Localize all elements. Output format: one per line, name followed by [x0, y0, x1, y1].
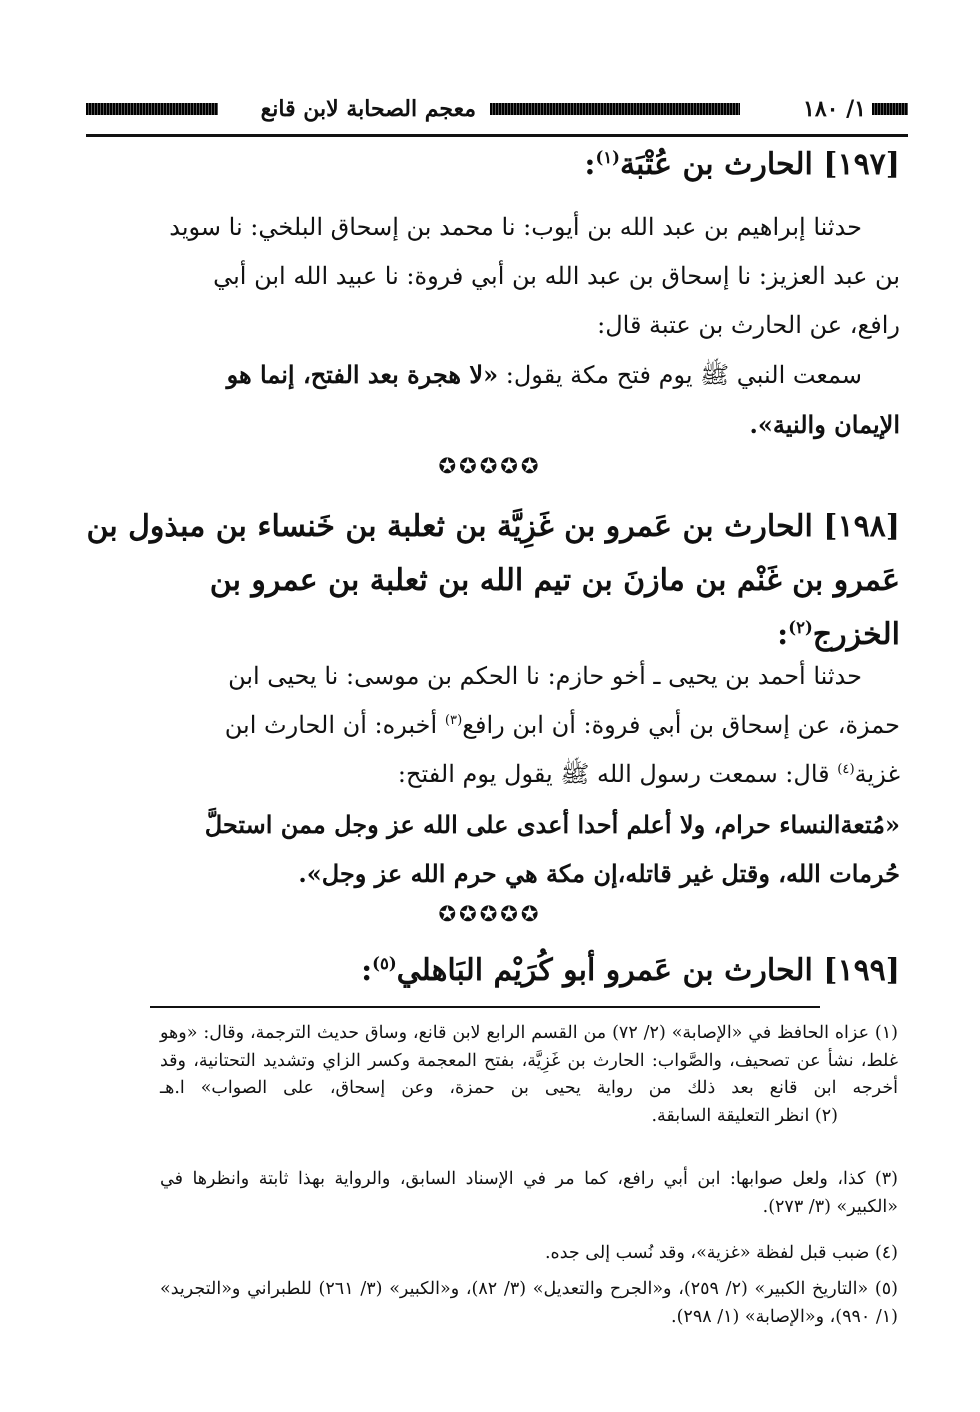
- footnote-mark-2: (٢): [788, 618, 813, 637]
- entry-199-heading: [١٩٩] الحارث بن عَمرو أبو كُرَيْم البَاهلي$^{(٥)}$:: [361, 953, 900, 988]
- book-title: معجم الصحابة لابن قانع: [260, 96, 476, 122]
- entry-198-isnad: حدثنا أحمد بن يحيى ـ أخو حازم: نا الحكم بن موسى: نا يحيى ابن حمزة، عن إسحاق بن أبي فروة: أن ابن رافع$^{(٣)}$ أخبره: أن الحارث ابن غزية$^{(٤)}$ قال: سمعت رسول الله ﷺ يقول يوم الفتح:: [224, 662, 900, 788]
- divider-stars-1: ✪✪✪✪✪: [438, 454, 542, 478]
- footnote-3: (٣) كذا، ولعل صوابها: ابن أبي رافع، كما مر في الإسناد السابق، والرواية بهذا ثابتة وانظرها في «الكبير» (٣/ ٢٧٣).: [160, 1169, 898, 1217]
- header-ornament-middle: [490, 103, 740, 115]
- entry-197-hadith: سمعت النبي ﷺ يوم فتح مكة يقول: «لا هجرة بعد الفتح، إنما هو الإيمان والنية».: [226, 360, 900, 439]
- entry-197-isnad: حدثنا إبراهيم بن عبد الله بن أيوب: نا محمد بن إسحاق البلخي: نا سويد بن عبد العزيز: نا إسحاق بن عبد الله بن أبي فروة: نا عبيد الله ابن أبي رافع، عن الحارث بن عتبة قال:: [169, 213, 900, 339]
- footnote-separator: [150, 1006, 820, 1008]
- footnote-mark-5: (٥): [372, 954, 397, 973]
- header-ornament-left: [86, 103, 218, 115]
- entry-198-matn: «مُتعةالنساء حرام، ولا أعلم أحدا أعدى على الله عز وجل ممن استحلَّ حُرمات الله، وقتل غير قاتله،إن مكة هي حرم الله عز وجل».: [204, 810, 900, 888]
- footnote-mark-4: (٤): [837, 762, 855, 777]
- header-ornament-right: [872, 103, 908, 115]
- footnote-4: (٤) ضبب قبل لفظة «غزية»، وقد نُسب إلى جده.: [544, 1243, 898, 1263]
- entry-198-heading: [١٩٨] الحارث بن عَمرو بن غَزِيَّة بن ثعلبة بن خَنساء بن مبذول بن عَمرو بن غَنْم بن مازنَ بن تيم الله بن ثعلبة بن عمرو بن الخزرج$^{(٢)}$:: [86, 509, 900, 652]
- footnote-mark-3: (٣): [444, 713, 463, 728]
- divider-stars-2: ✪✪✪✪✪: [438, 902, 542, 926]
- footnote-5: (٥) «التاريخ الكبير» (٢/ ٢٥٩)، و«الجرح والتعديل» (٣/ ٨٢)، و«الكبير» (٣/ ٢٦١) للطبراني و«التجريد» (١/ ٩٩٠)، و«الإصابة» (١/ ٢٩٨).: [160, 1279, 898, 1327]
- footnote-1: (١) عزاه الحافظ في «الإصابة» (٢/ ٧٢) من القسم الرابع لابن قانع، وساق حديث الترجمة، وقال: «وهو غلط، نشأ عن تصحيف، والصَّواب: الحارث بن غَزِيَّة، بفتح المعجمة وكسر الزاي وتشديد التحتانية، وقد أخرجه ابن قانع بعد ذلك من رواية يحيى بن حمزة، وعن إسحاق، على الصواب» ا.هـ(٢) انظر التعليقة السابقة.: [160, 1020, 898, 1130]
- footnote-mark-1: (١): [595, 148, 620, 167]
- entry-197-matn: «لا هجرة بعد الفتح، إنما هو الإيمان والنية».: [226, 360, 900, 439]
- footnote-2: (٢) انظر التعليقة السابقة.: [651, 1105, 838, 1126]
- running-header: [86, 92, 908, 126]
- header-rule: [86, 134, 908, 137]
- page-number: ١/ ١٨٠: [803, 96, 866, 122]
- entry-197-heading: [١٩٧] الحارث بن عُتْبَة$^{(١)}$:: [584, 147, 900, 182]
